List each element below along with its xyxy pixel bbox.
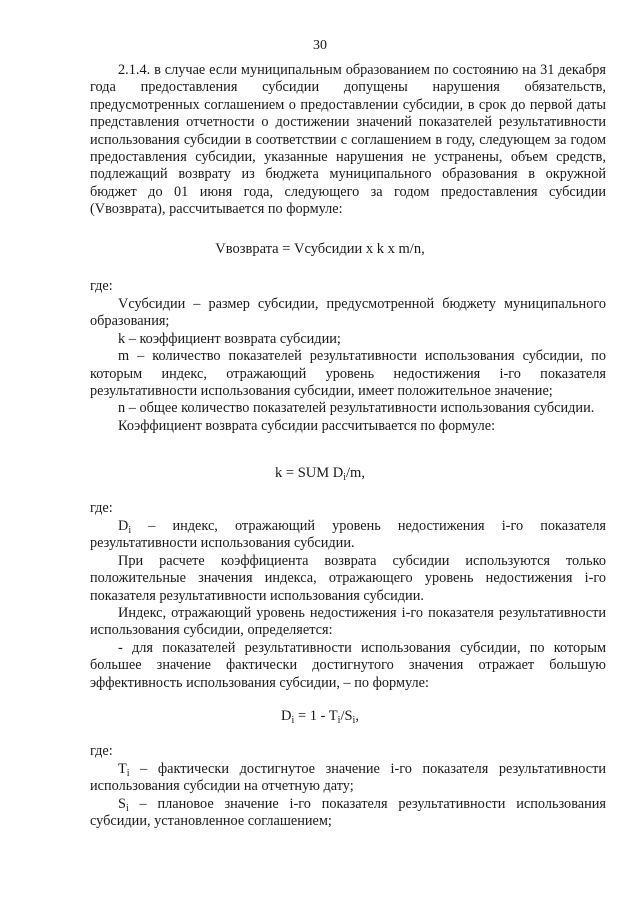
where-label: где: [90,743,113,759]
formula-d-part-d: , [355,708,359,724]
definitions-list-1 [90,296,606,435]
definition-d-text: – индекс, отражающий уровень недостижения i-го показателя результативности использования субсидии. [90,518,606,552]
definitions-list-2 [90,518,606,692]
formula-d-sub3: i [352,715,356,726]
formula-d-sub2: i [337,715,341,726]
formula-k-right: /m, [346,465,365,481]
where-label: где: [90,278,113,294]
page-number: 30 [313,38,327,53]
k-formula-intro: Коэффициент возврата субсидии рассчитывается по формуле: [118,417,496,434]
definition-m: m – количество показателей результативности использования субсидии, по которым индекс, отражающий уровень недостижения i-го показателя результативности использования субсидии, имеет положительное значение; [90,348,606,400]
definition-t-symbol: T [118,761,127,777]
definition-v-subsidy: Vсубсидии – размер субсидии, предусмотренной бюджету муниципального образования; [90,296,606,330]
formula-v-return: Vвозврата = Vсубсидии x k x m/n, [215,241,425,257]
definition-s [90,796,606,831]
definition-d-sub: i [128,525,132,536]
paragraph-dash-item: - для показателей результативности использования субсидии, по которым большее значение фактически достигнутого значения отражает большую эффективность использования субсидии, – по формуле: [90,639,606,691]
paragraph-index: Индекс, отражающий уровень недостижения i-го показателя результативности использования субсидии, определяется: [90,605,606,639]
paragraph-text: 2.1.4. в случае если муниципальным образованием по состоянию на 31 декабря года предоставления субсидии допущены нарушения обязательств, предусмотренных соглашением о предоставлении субсидии, в срок до первой даты представления отчетности о достижении значений показателей результативности использования субсидии в соответствии с соглашением в году, следующем за годом предоставления субсидии, указанные нарушения не устранены, объем средств, подлежащий возврату из бюджета муниципального образования в окружной бюджет до 01 июня года, следующего за годом предоставления субсидии (Vвозврата), рассчитывается по формуле: [90,62,606,218]
definition-k: k – коэффициент возврата субсидии; [118,330,341,347]
formula-k [0,465,640,482]
formula-k-sub: i [343,472,347,483]
formula-d-sub1: i [291,715,295,726]
formula-d-part-c: /S [340,708,353,724]
formula-d-part-a: D [281,708,292,724]
formula-d-part-b: = 1 - T [294,708,338,724]
definition-d [90,518,606,553]
definition-d-symbol: D [118,518,129,534]
definition-t [90,761,606,796]
definition-s-text: – плановое значение i-го показателя результативности использования субсидии, установленное соглашением; [90,795,606,830]
formula-d [0,708,640,725]
formula-k-left: k = SUM D [275,465,344,481]
definition-n: n – общее количество показателей результативности использования субсидии. [118,400,595,417]
definition-s-sub: i [125,802,129,814]
paragraph-2-1-4 [90,62,606,219]
definition-s-symbol: S [118,795,126,812]
definition-t-text: – фактически достигнутое значение i-го показателя результативности использования субсидии на отчетную дату; [90,761,606,795]
where-label: где: [90,500,113,516]
definitions-list-3 [90,761,606,831]
paragraph-calc: При расчете коэффициента возврата субсидии используются только положительные значения индекса, отражающего уровень недостижения i-го показателя результативности использования субсидии. [90,552,606,604]
definition-t-sub: i [126,768,130,779]
